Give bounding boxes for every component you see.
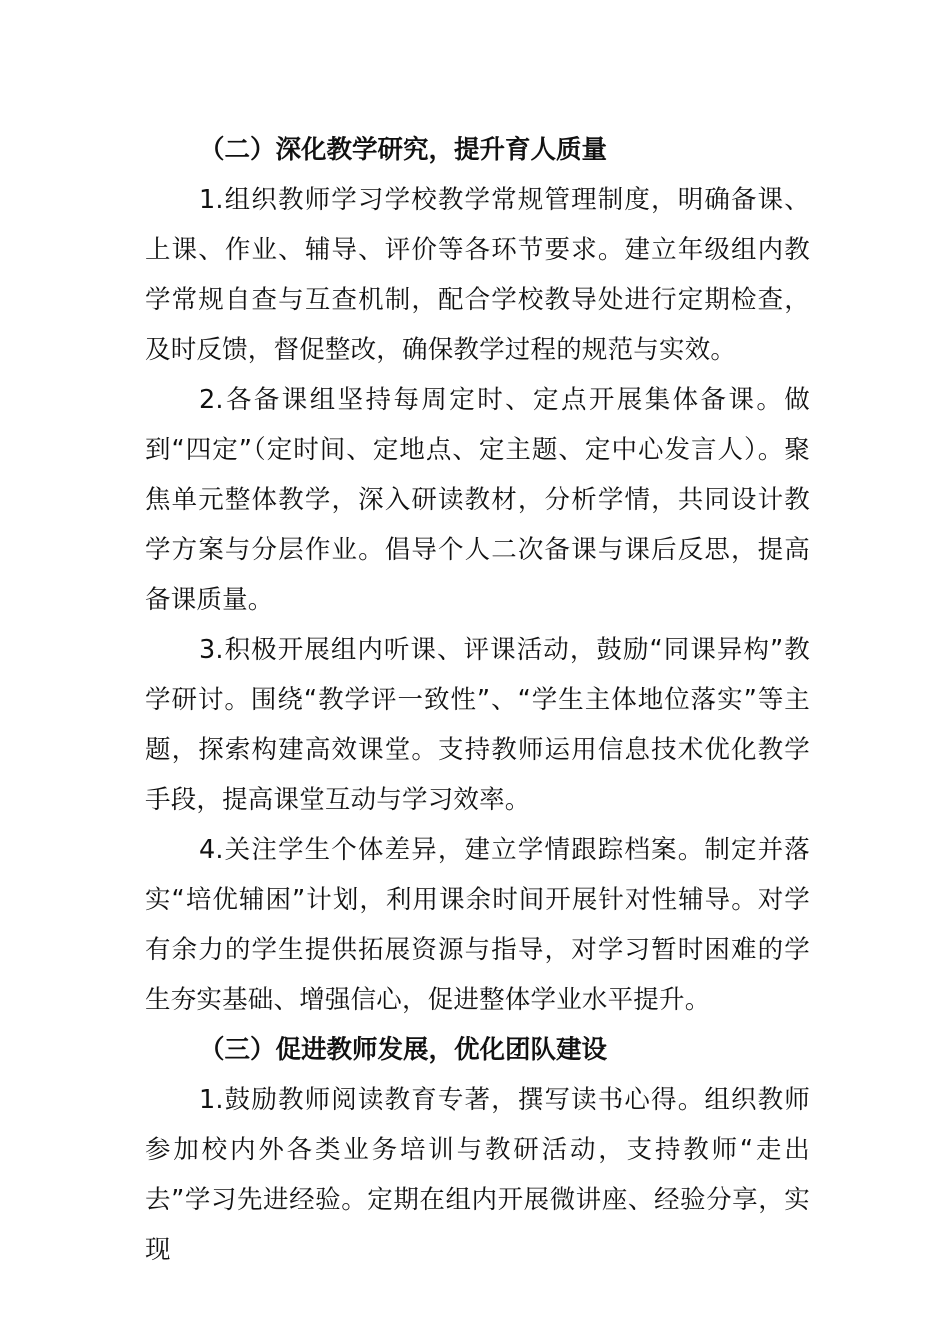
section-heading-3: （三）促进教师发展，优化团队建设: [199, 1035, 608, 1065]
paragraph-2-3: 3.积极开展组内听课、评课活动，鼓励“同课异构”教学研讨。围绕“教学评一致性”、“学生主体地位落实”等主题，探索构建高效课堂。支持教师运用信息技术优化教学手段，提高课堂互动与学习效率。: [145, 635, 810, 815]
paragraph-2-2: 2.各备课组坚持每周定时、定点开展集体备课。做到“四定”（定时间、定地点、定主题、定中心发言人）。聚焦单元整体教学，深入研读教材，分析学情，共同设计教学方案与分层作业。倡导个人二次备课与课后反思，提高备课质量。: [145, 385, 810, 615]
section-heading-2: （二）深化教学研究，提升育人质量: [199, 135, 608, 165]
paragraph-2-4: 4.关注学生个体差异，建立学情跟踪档案。制定并落实“培优辅困”计划，利用课余时间开展针对性辅导。对学有余力的学生提供拓展资源与指导，对学习暂时困难的学生夯实基础、增强信心，促进整体学业水平提升。: [145, 835, 810, 1015]
paragraph-2-1: 1.组织教师学习学校教学常规管理制度，明确备课、上课、作业、辅导、评价等各环节要求。建立年级组内教学常规自查与互查机制，配合学校教导处进行定期检查，及时反馈，督促整改，确保教学过程的规范与实效。: [145, 185, 810, 365]
document-body: [145, 125, 810, 1275]
paragraph-3-1: 1.鼓励教师阅读教育专著，撰写读书心得。组织教师参加校内外各类业务培训与教研活动，支持教师“走出去”学习先进经验。定期在组内开展微讲座、经验分享，实现: [145, 1085, 810, 1265]
